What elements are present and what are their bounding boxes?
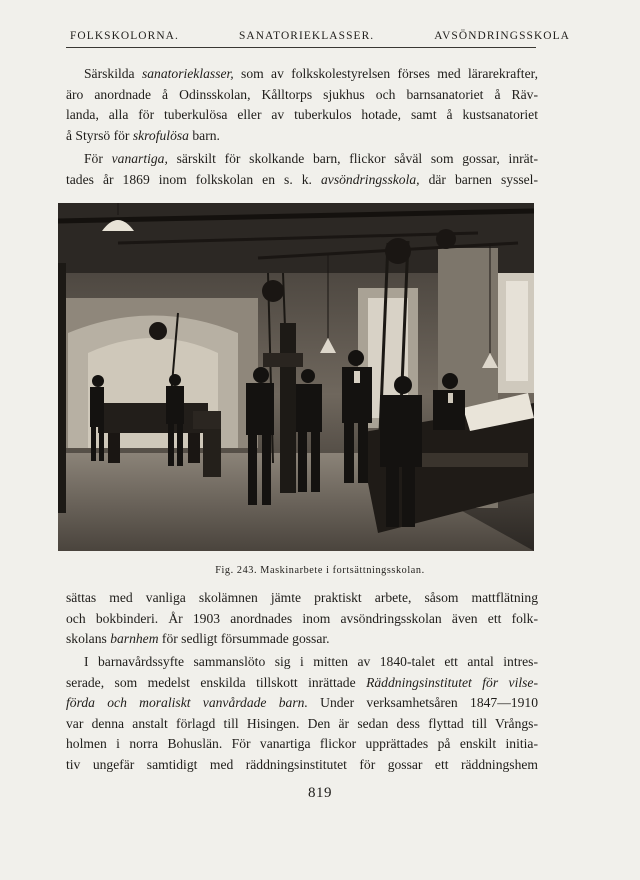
figure-caption: Fig. 243. Maskinarbete i fortsättningsskolan. (215, 565, 425, 576)
text-line: För vanartiga, särskilt för skolkande barn, flickor såväl som gossar, inrät- (84, 151, 538, 166)
text-line: tiv ungefär samtidigt med räddningsinstitutet för gossar ett räddningshem (66, 756, 538, 772)
text-line: och bokbinderi. År 1903 anordnades inom avsöndringsskolan även ett folk- (66, 610, 538, 626)
text-line: förda och moraliskt vanvårdade barn. Under verksamhetsåren 1847—1910 (66, 695, 538, 711)
text-line: tades år 1869 inom folkskolan en s. k. avsöndringsskola, där barnen syssel- (66, 171, 538, 187)
paragraph-sanatorieklasser (66, 64, 538, 146)
running-head-left: FOLKSKOLORNA. (70, 30, 179, 42)
text-line: I barnavårdssyfte sammanslöto sig i mitten av 1840-talet ett antal intres- (84, 654, 538, 669)
text-line: å Styrsö för skrofulösa barn. (66, 127, 220, 143)
header-rule (66, 47, 536, 48)
workshop-photo (58, 203, 534, 551)
text-line: sättas med vanliga skolämnen jämte praktiskt arbete, såsom mattflätning (66, 590, 538, 605)
page-number: 819 (308, 785, 332, 801)
text-line: serade, som medelst enskilda tillskott inrättade Räddningsinstitutet för vilse- (66, 674, 538, 690)
text-line: var denna anstalt förlagd till Hisingen. Den är sedan dess flyttad till Vrångs- (66, 715, 538, 731)
paragraph-vanartiga (66, 149, 538, 190)
photo-workshop-machines-icon (58, 203, 534, 551)
paragraph-avsondringsskola (66, 588, 538, 650)
running-head-center: SANATORIEKLASSER. (238, 30, 375, 42)
running-head-right: AVSÖNDRINGSSKOLA (434, 30, 570, 42)
text-line: Särskilda sanatorieklasser, som av folkskolestyrelsen förses med lärarekrafter, (84, 66, 538, 81)
text-line: skolans barnhem för sedligt försummade gossar. (66, 631, 330, 647)
paragraph-raddningsinstitutet (66, 652, 538, 776)
running-head (70, 30, 570, 42)
text-line: landa, alla för tuberkulösa eller av tuberkulos hotade, samt å kustsanatoriet (66, 107, 538, 123)
text-line: äro anordnade å Odinsskolan, Kålltorps sjukhus och barnsanatoriet å Räv- (66, 86, 538, 102)
text-line: holmen i norra Bohuslän. För vanartiga flickor upprättades på enskilt initia- (66, 736, 538, 752)
